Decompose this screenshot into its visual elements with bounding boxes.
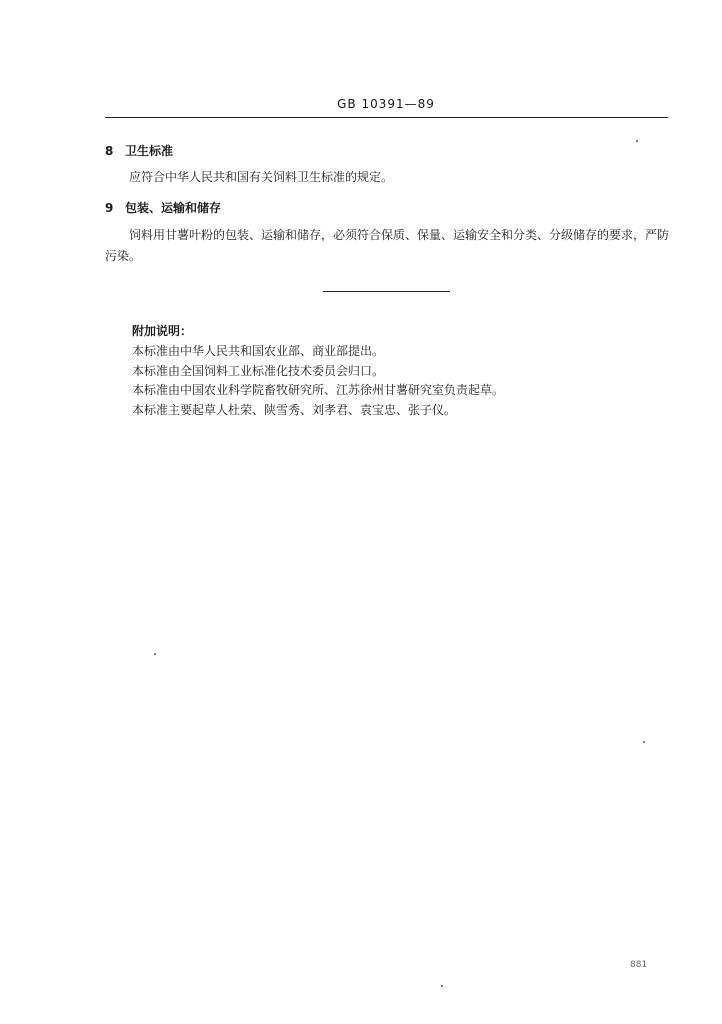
standard-code-header: GB 10391—89	[337, 97, 435, 111]
notes-title: 附加说明：	[132, 324, 193, 338]
scan-speck	[636, 140, 638, 142]
section-8-heading	[105, 142, 173, 159]
scan-speck	[154, 653, 156, 655]
section-number: 9	[105, 201, 114, 215]
header-rule	[105, 117, 668, 118]
section-title: 卫生标准	[125, 144, 174, 158]
scan-speck	[441, 985, 443, 987]
note-line: 本标准由中华人民共和国农业部、商业部提出。	[132, 344, 385, 358]
section-9-heading	[105, 199, 221, 216]
page-number: 881	[630, 960, 648, 970]
note-line: 本标准主要起草人杜荣、陕雪秀、刘孝君、袁宝忠、张子仪。	[132, 403, 457, 417]
note-line: 本标准由中国农业科学院畜牧研究所、江苏徐州甘薯研究室负责起草。	[132, 383, 505, 397]
section-9-body: 饲料用甘薯叶粉的包装、运输和储存，必须符合保质、保量、运输安全和分类、分级储存的要求，严防污染。	[105, 228, 670, 263]
section-number: 8	[105, 144, 114, 158]
section-title: 包装、运输和储存	[125, 201, 222, 215]
section-8-body: 应符合中华人民共和国有关饲料卫生标准的规定。	[129, 170, 394, 184]
note-line: 本标准由全国饲料工业标准化技术委员会归口。	[132, 364, 385, 378]
scan-speck	[643, 741, 645, 743]
end-divider	[323, 291, 450, 292]
